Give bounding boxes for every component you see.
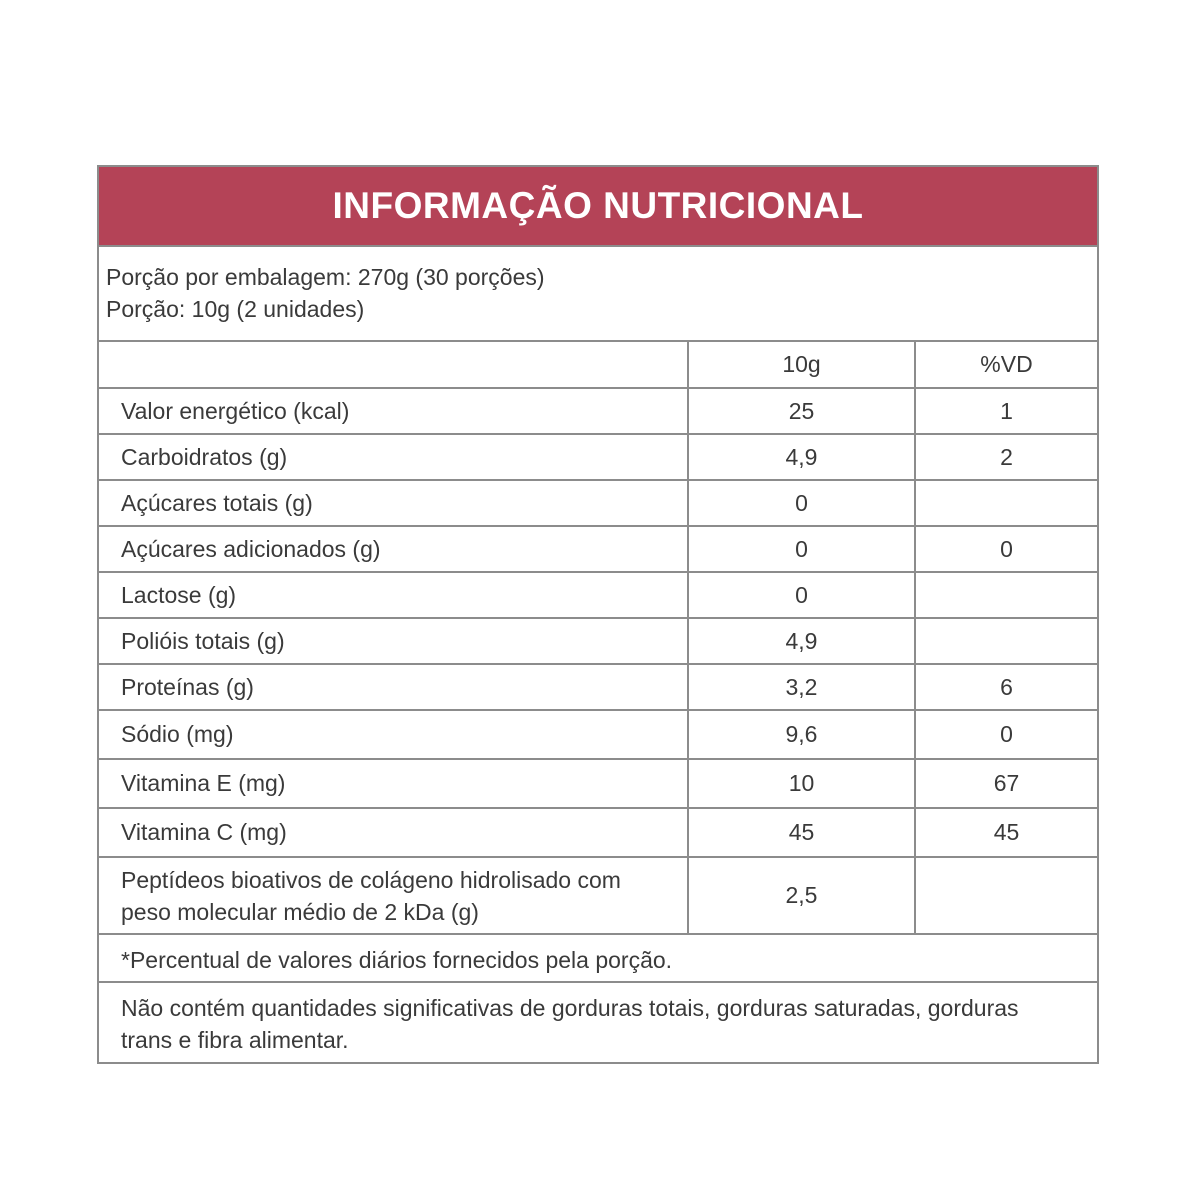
table-row (99, 664, 1097, 710)
table-row (99, 434, 1097, 480)
nutrient-amount: 25 (688, 388, 915, 434)
nutrient-name: Peptídeos bioativos de colágeno hidrolisado com peso molecular médio de 2 kDa (g) (99, 857, 688, 934)
nutrient-amount: 0 (688, 480, 915, 526)
table-row (99, 480, 1097, 526)
nutrient-amount: 3,2 (688, 664, 915, 710)
table-row (99, 618, 1097, 664)
nutrient-daily-value: 0 (915, 526, 1097, 572)
nutrient-amount: 0 (688, 572, 915, 618)
table-row (99, 526, 1097, 572)
nutrient-daily-value: 1 (915, 388, 1097, 434)
table-row (99, 808, 1097, 857)
nutrient-amount: 4,9 (688, 434, 915, 480)
nutrient-amount: 2,5 (688, 857, 915, 934)
nutrient-name: Vitamina C (mg) (99, 808, 688, 857)
nutrient-amount: 45 (688, 808, 915, 857)
nutrient-name: Valor energético (kcal) (99, 388, 688, 434)
nutrition-facts-panel (97, 165, 1099, 1064)
table-row (99, 388, 1097, 434)
nutrient-daily-value (915, 618, 1097, 664)
nutrient-amount: 4,9 (688, 618, 915, 664)
table-row (99, 710, 1097, 759)
portion-info (99, 247, 1097, 342)
portion-serving: Porção: 10g (2 unidades) (106, 296, 365, 322)
nutrition-table (99, 342, 1097, 935)
portion-per-package: Porção por embalagem: 270g (30 porções) (106, 264, 545, 290)
nutrient-name: Proteínas (g) (99, 664, 688, 710)
nutrient-name: Lactose (g) (99, 572, 688, 618)
nutrition-header (99, 167, 1097, 247)
nutrient-daily-value (915, 857, 1097, 934)
nutrient-name: Vitamina E (mg) (99, 759, 688, 808)
nutrient-daily-value: 2 (915, 434, 1097, 480)
nutrition-title: INFORMAÇÃO NUTRICIONAL (332, 185, 864, 226)
nutrient-daily-value (915, 572, 1097, 618)
nutrient-amount: 10 (688, 759, 915, 808)
nutrient-daily-value: 6 (915, 664, 1097, 710)
nutrient-amount: 9,6 (688, 710, 915, 759)
column-header-amount: 10g (688, 342, 915, 388)
nutrient-amount: 0 (688, 526, 915, 572)
table-header-row (99, 342, 1097, 388)
nutrient-name: Sódio (mg) (99, 710, 688, 759)
column-header-nutrient (99, 342, 688, 388)
column-header-daily-value: %VD (915, 342, 1097, 388)
nutrient-daily-value: 0 (915, 710, 1097, 759)
table-row (99, 857, 1097, 934)
table-row (99, 572, 1097, 618)
nutrient-name: Açúcares totais (g) (99, 480, 688, 526)
daily-value-footnote: *Percentual de valores diários fornecidos pela porção. (99, 935, 1097, 983)
nutrient-daily-value: 67 (915, 759, 1097, 808)
nutrient-name: Açúcares adicionados (g) (99, 526, 688, 572)
nutrient-name: Carboidratos (g) (99, 434, 688, 480)
nutrient-daily-value: 45 (915, 808, 1097, 857)
not-significant-footnote: Não contém quantidades significativas de gorduras totais, gorduras saturadas, gorduras trans e fibra alimentar. (121, 995, 1019, 1053)
nutrient-name: Polióis totais (g) (99, 618, 688, 664)
nutrient-daily-value (915, 480, 1097, 526)
table-row (99, 759, 1097, 808)
